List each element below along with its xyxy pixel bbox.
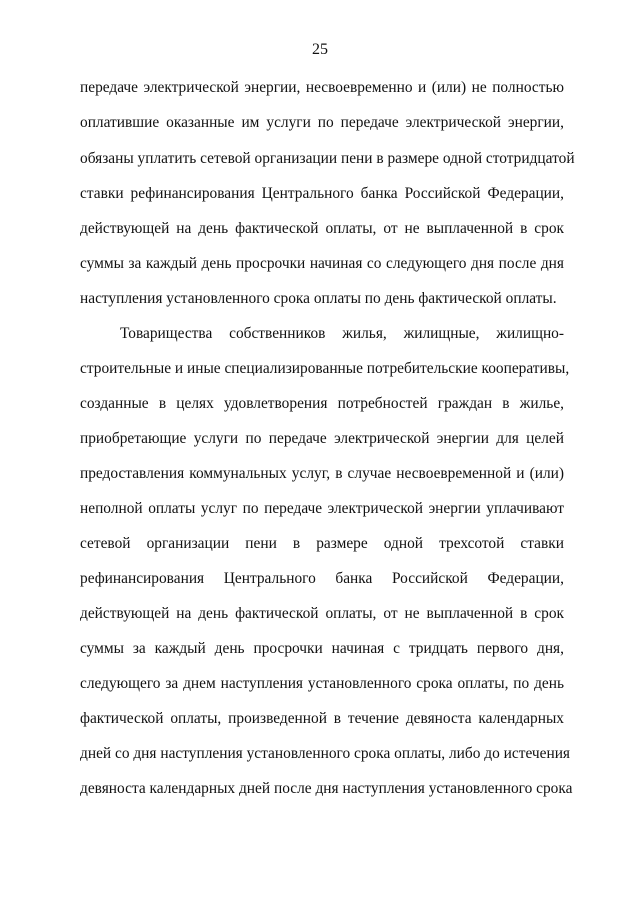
page-number: 25 [312,41,328,58]
text-line: действующей на день фактической оплаты, от не выплаченной в срок [80,605,564,622]
text-line: ставки рефинансирования Центрального банка Российской Федерации, [80,185,564,202]
text-line: следующего за днем наступления установленного срока оплаты, по день [80,675,564,692]
text-line: предоставления коммунальных услуг, в случае несвоевременной и (или) [80,465,564,482]
text-line: рефинансирования Центрального банка Российской Федерации, [80,570,564,587]
text-line: действующей на день фактической оплаты, от не выплаченной в срок [80,220,564,237]
text-line: суммы за каждый день просрочки начиная с тридцать первого дня, [80,640,564,657]
text-line: созданные в целях удовлетворения потребностей граждан в жилье, [80,395,564,412]
text-line: передаче электрической энергии, несвоевременно и (или) не полностью [80,79,564,96]
text-line: обязаны уплатить сетевой организации пени в размере одной стотридцатой [80,150,575,167]
text-line: наступления установленного срока оплаты по день фактической оплаты. [80,290,557,307]
text-line: сетевой организации пени в размере одной трехсотой ставки [80,535,564,552]
text-line: дней со дня наступления установленного срока оплаты, либо до истечения [80,745,571,762]
text-line: девяноста календарных дней после дня наступления установленного срока [80,780,573,797]
text-line: оплатившие оказанные им услуги по передаче электрической энергии, [80,114,564,131]
text-line: фактической оплаты, произведенной в течение девяноста календарных [80,710,564,727]
text-line: суммы за каждый день просрочки начиная со следующего дня после дня [80,255,564,272]
text-line: строительные и иные специализированные потребительские кооперативы, [80,360,570,377]
text-line: приобретающие услуги по передаче электрической энергии для целей [80,430,564,447]
text-line: неполной оплаты услуг по передаче электрической энергии уплачивают [80,500,564,517]
text-line: Товарищества собственников жилья, жилищные, жилищно- [120,325,564,342]
